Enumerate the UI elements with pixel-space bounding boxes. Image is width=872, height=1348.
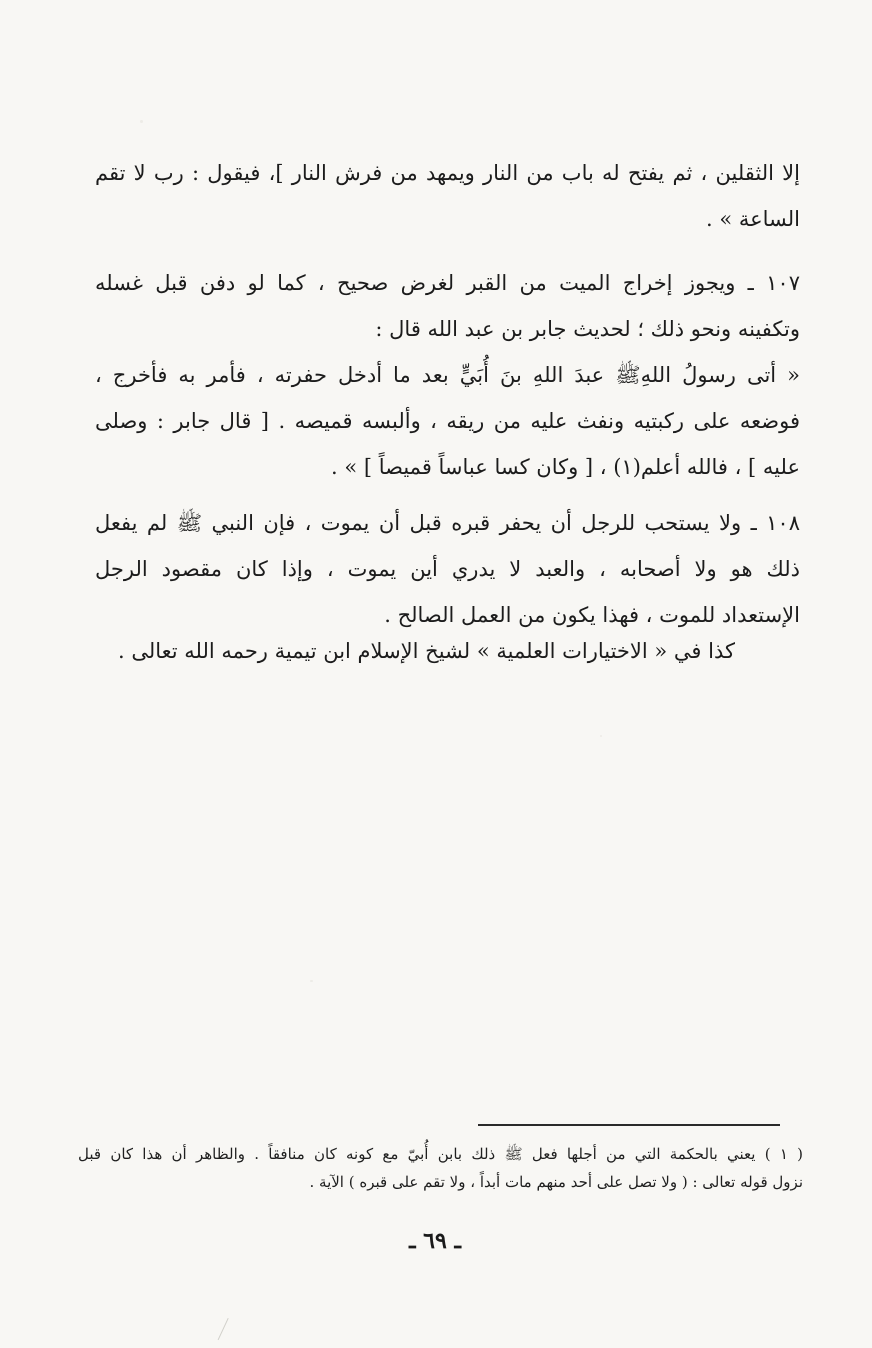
text-line: ١٠٨ ـ ولا يستحب للرجل أن يحفر قبره قبل أن يموت ، فإن النبي ﷺ لم يفعل xyxy=(95,511,800,535)
text-line: كذا في « الاختيارات العلمية » لشيخ الإسلام ابن تيمية رحمه الله تعالى . xyxy=(118,639,735,663)
text-line: وتكفينه ونحو ذلك ؛ لحديث جابر بن عبد الله قال : xyxy=(375,317,800,341)
text-line: « أتى رسولُ اللهِﷺ عبدَ اللهِ بنَ أُبَيٍّ بعد ما أدخل حفرته ، فأمر به فأخرج ، xyxy=(95,363,800,387)
scan-speck xyxy=(140,120,143,123)
source-citation xyxy=(120,628,735,674)
text-line: فوضعه على ركبتيه ونفث عليه من ريقه ، وألبسه قميصه . [ قال جابر : وصلى xyxy=(95,409,800,433)
paragraph-intro xyxy=(95,150,800,242)
footnote xyxy=(78,1140,803,1196)
page-number: ـ ٦٩ ـ xyxy=(409,1228,461,1254)
bleed-through xyxy=(100,670,800,1100)
footnote-line: نزول قوله تعالى : ( ولا تصل على أحد منهم مات أبداً ، ولا تقم على قبره ) الآية . xyxy=(309,1173,803,1191)
text-line: ١٠٧ ـ ويجوز إخراج الميت من القبر لغرض صحيح ، كما لو دفن قبل غسله xyxy=(95,271,800,295)
paragraph-107 xyxy=(95,260,800,490)
text-line: الإستعداد للموت ، فهذا يكون من العمل الصالح . xyxy=(384,603,800,627)
scan-scratch xyxy=(218,1318,242,1346)
text-line: الساعة » . xyxy=(705,207,800,231)
footnote-line: ( ١ ) يعني بالحكمة التي من أجلها فعل ﷺ ذلك بابن أُبيّ مع كونه كان منافقاً . والظاهر أن هذا كان قبل xyxy=(78,1145,804,1163)
text-line: عليه ] ، فالله أعلم(١) ، [ وكان كسا عباساً قميصاً ] » . xyxy=(330,455,800,479)
paragraph-108 xyxy=(95,500,800,638)
text-line: ذلك هو ولا أصحابه ، والعبد لا يدري أين يموت ، وإذا كان مقصود الرجل xyxy=(95,557,800,581)
footnote-separator xyxy=(478,1124,780,1126)
text-line: إلا الثقلين ، ثم يفتح له باب من النار ويمهد من فرش النار ]، فيقول : رب لا تقم xyxy=(95,161,800,185)
